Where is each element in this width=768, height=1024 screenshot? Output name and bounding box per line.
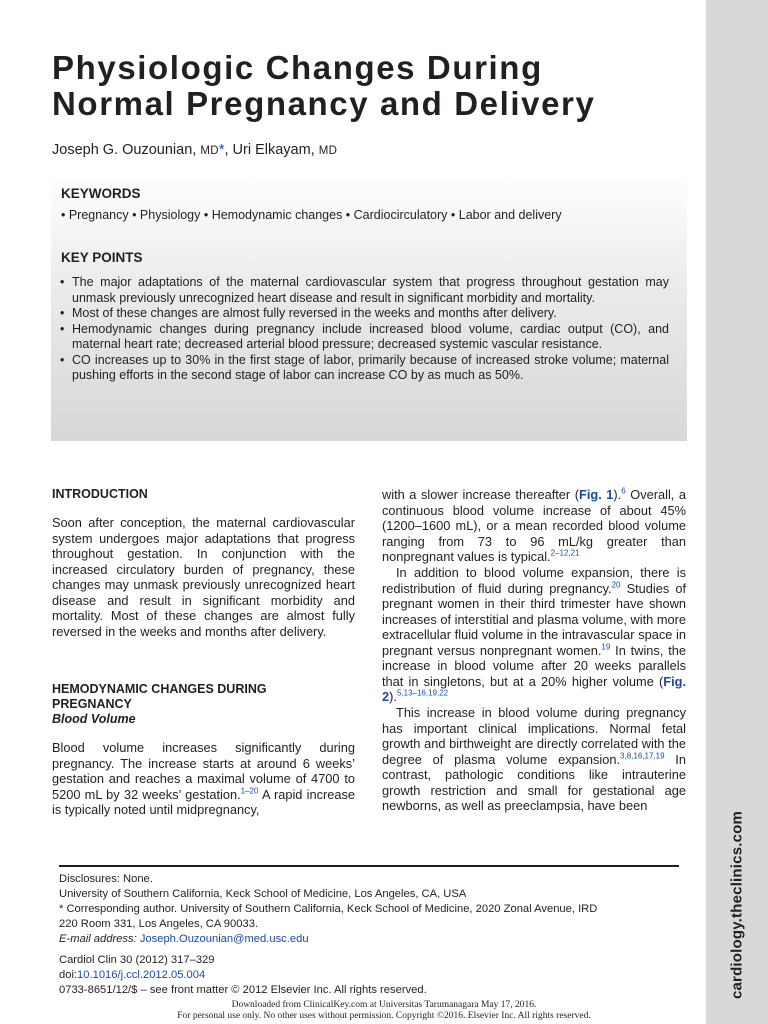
introduction-heading: INTRODUCTION bbox=[52, 487, 148, 501]
corresponding-author-marker[interactable]: * bbox=[218, 142, 225, 158]
right-paragraph-1 bbox=[382, 487, 686, 565]
email-link[interactable]: Joseph.Ouzounian@med.usc.edu bbox=[139, 933, 309, 945]
text-run: This increase in blood volume during pregnancy has important clinical implications. Normal fetal growth and birthweight are directly correlated with the degree of plasma volume expansion. bbox=[382, 705, 686, 767]
text-run: with a slower increase thereafter ( bbox=[382, 487, 579, 502]
corresponding-author-line-1: * Corresponding author. University of Southern California, Keck School of Medicine, 2020 Zonal Avenue, IRD bbox=[59, 903, 598, 915]
citation-ref[interactable]: 2–12,21 bbox=[550, 548, 580, 558]
author-2: , Uri Elkayam, bbox=[224, 142, 315, 158]
email-line bbox=[59, 932, 309, 947]
citation-ref[interactable]: 19 bbox=[601, 642, 611, 652]
citation-ref[interactable]: 20 bbox=[611, 580, 621, 590]
keywords-list: • Pregnancy • Physiology • Hemodynamic changes • Cardiocirculatory • Labor and delivery bbox=[61, 208, 562, 222]
text-run: Studies of pregnant women in their third trimester have shown increases of interstitial and plasma volume, with more extracellular fluid volume in the intravascular space in pregnant versus nonpregnant women. bbox=[382, 580, 686, 658]
author-1-degree: MD bbox=[200, 145, 219, 157]
text-run: In addition to blood volume expansion, there is redistribution of fluid during pregnancy. bbox=[382, 565, 686, 596]
email-label: E-mail address: bbox=[59, 933, 137, 945]
key-points-heading: KEY POINTS bbox=[61, 250, 143, 265]
text-run: ). bbox=[389, 689, 397, 704]
download-notice-2: For personal use only. No other uses without permission. Copyright ©2016. Elsevier Inc. All rights reserved. bbox=[177, 1011, 591, 1021]
text-run: Overall, a continuous blood volume increase of about 45% (1200–1600 mL), or a mean recorded blood volume ranging from 73 to 96 mL/kg greater than nonpregnant values is typical. bbox=[382, 487, 687, 564]
affiliation: University of Southern California, Keck School of Medicine, Los Angeles, CA, USA bbox=[59, 888, 467, 900]
key-point-item: • Most of these changes are almost fully reversed in the weeks and months after delivery. bbox=[60, 306, 669, 322]
download-notice-1: Downloaded from ClinicalKey.com at Universitas Tarumanagara May 17, 2016. bbox=[231, 1000, 537, 1010]
issn-line: 0733-8651/12/$ – see front matter © 2012 Elsevier Inc. All rights reserved. bbox=[59, 984, 427, 996]
disclosures: Disclosures: None. bbox=[59, 873, 153, 885]
title-line-1: Physiologic Changes During bbox=[52, 49, 543, 86]
text-run: In twins, the increase in blood volume after 20 weeks parallels that in singletons, but at a 20% higher volume ( bbox=[382, 642, 686, 689]
citation-ref[interactable]: 3,8,16,17,19 bbox=[620, 751, 665, 761]
doi-label: doi: bbox=[59, 969, 78, 981]
doi-link[interactable]: 10.1016/j.ccl.2012.05.004 bbox=[77, 969, 206, 981]
citation-ref[interactable]: 1–20 bbox=[240, 786, 259, 796]
key-points-list bbox=[60, 275, 669, 384]
text-run: In contrast, pathologic conditions like intrauterine growth restriction and small for gestational age newborns, as well as preeclampsia, have been bbox=[382, 751, 686, 813]
doi-line bbox=[59, 968, 205, 983]
hemodynamic-heading: HEMODYNAMIC CHANGES DURING PREGNANCY bbox=[52, 682, 267, 711]
author-2-degree: MD bbox=[318, 145, 338, 157]
right-paragraph-3 bbox=[382, 705, 686, 814]
figure-1-link[interactable]: Fig. 1 bbox=[579, 487, 614, 502]
corresponding-author-line-2: 220 Room 331, Los Angeles, CA 90033. bbox=[59, 918, 259, 930]
citation-ref[interactable]: 5,13–16,19,22 bbox=[396, 688, 449, 698]
author-line bbox=[52, 142, 337, 158]
key-point-item: • The major adaptations of the maternal cardiovascular system that progress throughout gestation may unmask previously unrecognized heart disease and result in significant morbidity and mortality. bbox=[60, 275, 669, 306]
blood-volume-subheading: Blood Volume bbox=[52, 712, 136, 726]
journal-sidebar-label bbox=[706, 0, 768, 1024]
author-1: Joseph G. Ouzounian, bbox=[52, 142, 197, 158]
text-run: ). bbox=[613, 487, 622, 502]
footnote-divider bbox=[59, 865, 679, 867]
introduction-paragraph: Soon after conception, the maternal cardiovascular system undergoes major adaptations that progress throughout gestation. In conjunction with the increased circulatory burden of pregnancy, these changes may unmask previously unrecognized heart disease and result in significant morbidity and mortality. Most of these changes are almost fully reversed in the weeks and months after delivery. bbox=[52, 515, 355, 639]
journal-url[interactable]: cardiology.theclinics.com bbox=[728, 810, 746, 1000]
journal-citation: Cardiol Clin 30 (2012) 317–329 bbox=[59, 954, 215, 966]
blood-volume-paragraph bbox=[52, 740, 355, 818]
right-paragraph-2 bbox=[382, 565, 686, 705]
title-line-2: Normal Pregnancy and Delivery bbox=[52, 85, 596, 122]
citation-ref[interactable]: 6 bbox=[621, 486, 626, 496]
key-point-item: • Hemodynamic changes during pregnancy include increased blood volume, cardiac output (CO), and maternal heart rate; decreased arterial blood pressure; decreased systemic vascular resistance. bbox=[60, 322, 669, 353]
key-point-item: • CO increases up to 30% in the first stage of labor, primarily because of increased stroke volume; maternal pushing efforts in the second stage of labor can increase CO by as much as 50%. bbox=[60, 353, 669, 384]
keywords-heading: KEYWORDS bbox=[61, 186, 141, 201]
article-title bbox=[52, 50, 702, 122]
figure-2-link[interactable]: Fig. 2 bbox=[382, 673, 686, 704]
bv-text: Blood volume increases significantly during pregnancy. The increase starts at around 6 weeks’ gestation and reaches a maximal volume of 4700 to 5200 mL by 32 weeks’ gestation. bbox=[52, 740, 355, 802]
bv-text-tail: A rapid increase is typically noted until midpregnancy, bbox=[52, 786, 355, 817]
